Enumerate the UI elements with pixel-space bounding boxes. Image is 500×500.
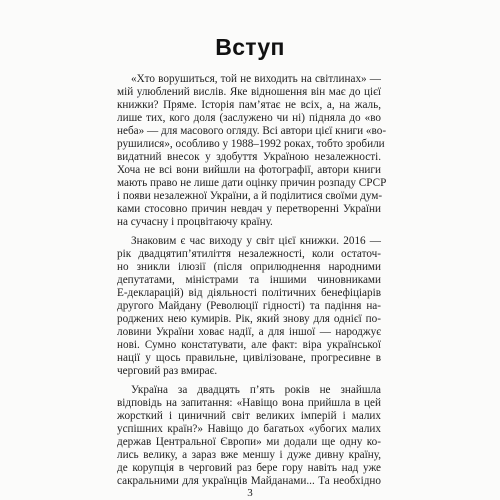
text-line: Знаковим є час виходу у світ цієї книжки. 2016 — <box>131 235 381 247</box>
text-line: но зникли ілюзії (після оприлюднення народними <box>117 261 381 273</box>
text-line: мають право не лише дати оцінку причин розпаду СРСР <box>117 177 387 189</box>
chapter-title: Вступ <box>215 34 285 60</box>
text-line: видатний внесок у здобуття Україною незалежності. <box>117 151 381 163</box>
text-line: депутатами, міністрами та іншими чиновниками <box>117 274 381 286</box>
text-line: нові. Сумно констатувати, але факт: віра української <box>117 339 381 351</box>
text-line: і появи незалежної України, а й поділитися своїми дум- <box>117 190 383 202</box>
text-line: лише тих, кого доля (заслужено чи ні) підняла до «во <box>117 112 381 124</box>
text-line: успішних країн?» Навіщо до багатьох «убогих малих <box>117 423 381 435</box>
text-line: лись велику, а зараз вже меншу і дуже дивну країну, <box>117 449 381 461</box>
text-line: рік двадцятип’ятиліття незалежності, коли остаточ- <box>117 248 381 260</box>
text-line: неба» — для масового огляду. Всі автори цієї книги «во- <box>117 125 387 137</box>
text-line: нації у щось правильне, цивілізоване, прогресивне в <box>117 352 381 364</box>
text-line: держав Центральної Європи» ми додали ще одну ко- <box>117 436 381 448</box>
text-line: Хоча не всі вони вийшли на фотографії, автори книги <box>117 164 381 176</box>
text-line: ками стосовно причин невдач у перетворенні України <box>117 203 381 215</box>
text-line: сакральними для українців Майданами... Та необхідно <box>117 475 381 487</box>
text-line: рушилися», особливо у 1988–1992 роках, тобто зробили <box>117 138 385 150</box>
text-line: де корупція в черговий раз бере гору навіть над уже <box>117 462 381 474</box>
text-line: відповідь на запитання: «Навіщо вона прийшла в цей <box>117 397 381 409</box>
text-line: ловини України ховає надії, а для іншої — народжує <box>117 326 381 338</box>
text-line: жорсткий і циничний світ великих імперій і малих <box>117 410 381 422</box>
text-line: на сучасну і процвітаючу країну. <box>117 216 273 228</box>
text-line: черговий раз вмирає. <box>117 365 218 377</box>
text-line: Е-декларацій) від діяльності політичних бенефіціарів <box>117 287 381 299</box>
text-line: Україна за двадцять п’ять років не знайшла <box>131 384 381 396</box>
text-line: «Хто ворушиться, той не виходить на світлинах» — <box>131 73 381 85</box>
text-line: другого Майдану (Революції гідності) та падіння на- <box>117 300 381 312</box>
text-line: роджених нею кумирів. Рік, який знову для однієї по- <box>117 313 381 325</box>
text-line: мій улюблений вислів. Яке відношення він має до цієї <box>117 86 381 98</box>
page-number: 3 <box>247 487 253 499</box>
text-line: книжки? Пряме. Історія пам’ятає не всіх, а, на жаль, <box>117 99 381 111</box>
